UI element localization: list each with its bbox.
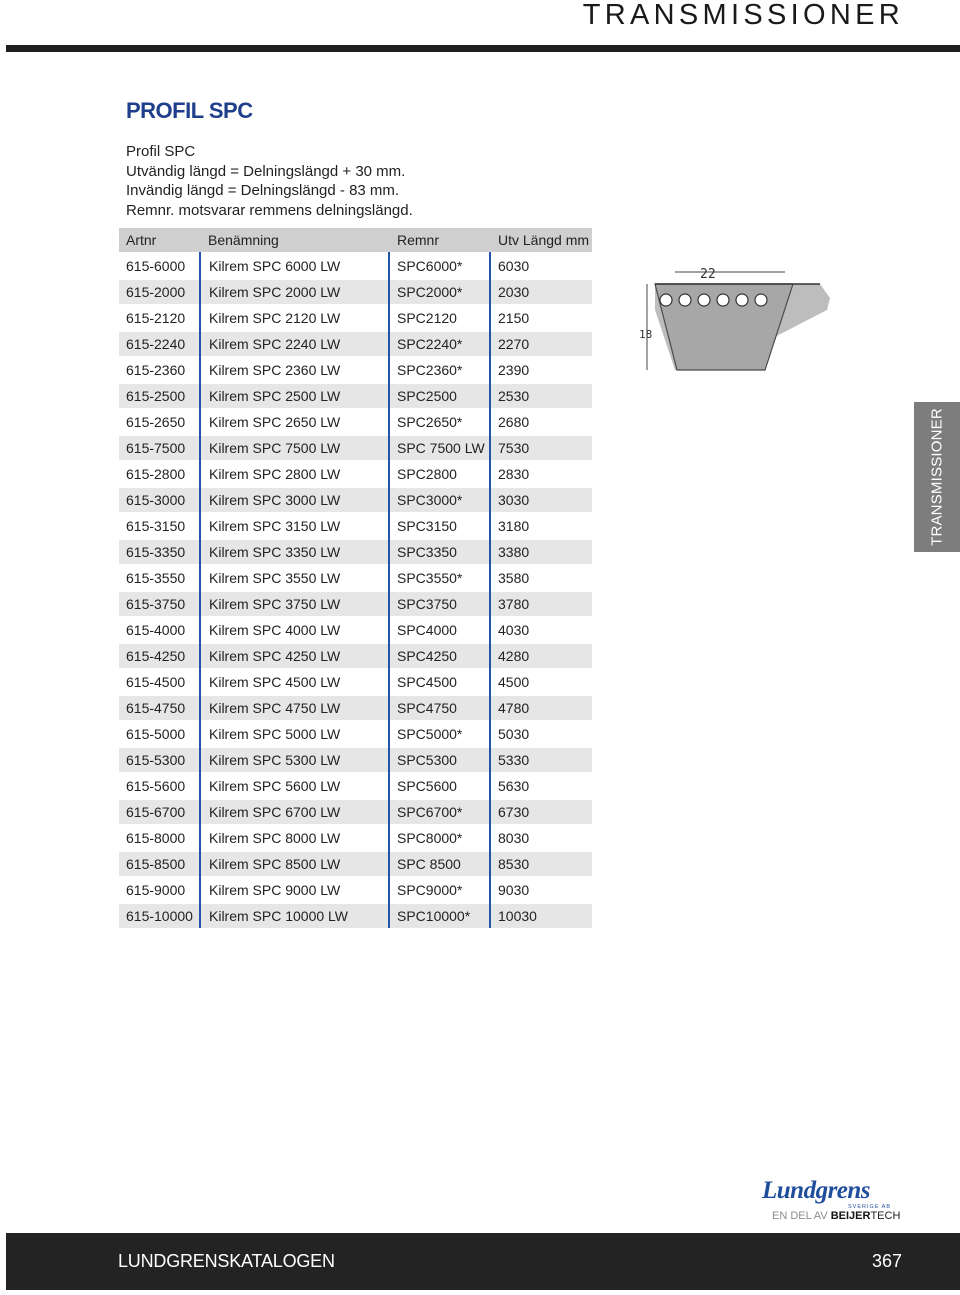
- cell-artnr: 615-4750: [119, 696, 201, 720]
- cell-benamning: Kilrem SPC 7500 LW: [201, 436, 390, 460]
- cell-remnr: SPC3750: [390, 592, 491, 616]
- cell-benamning: Kilrem SPC 2360 LW: [201, 358, 390, 382]
- cell-remnr: SPC9000*: [390, 878, 491, 902]
- cell-benamning: Kilrem SPC 4500 LW: [201, 670, 390, 694]
- cell-length: 3780: [498, 596, 530, 612]
- cell-artnr: 615-8500: [119, 852, 201, 876]
- table-row: [119, 722, 592, 746]
- cell-remnr: SPC4750: [390, 696, 491, 720]
- cell-remnr: SPC2000*: [390, 280, 491, 304]
- logo-tagline: [772, 1210, 900, 1222]
- cell-benamning: Kilrem SPC 4250 LW: [201, 644, 390, 668]
- cell-length: 8530: [498, 856, 530, 872]
- cell-length: 2680: [498, 414, 530, 430]
- table-row: [119, 488, 592, 512]
- table-row: [119, 774, 592, 798]
- intro-line: Invändig längd = Delningslängd - 83 mm.: [126, 182, 400, 199]
- table-row: [119, 826, 592, 850]
- cell-length: 10030: [498, 908, 537, 924]
- cell-artnr: 615-8000: [119, 826, 201, 850]
- cell-remnr: SPC8000*: [390, 826, 491, 850]
- table-row: [119, 592, 592, 616]
- table-row: [119, 748, 592, 772]
- cell-remnr: SPC 8500: [390, 852, 491, 876]
- column-header-remnr: Remnr: [397, 232, 440, 248]
- logo-tag-brand-a: BEIJER: [830, 1210, 871, 1222]
- table-header-row: [119, 228, 592, 252]
- cell-artnr: 615-3750: [119, 592, 201, 616]
- cell-remnr: SPC3550*: [390, 566, 491, 590]
- column-header-length: Utv Längd mm: [498, 232, 590, 248]
- section-title: PROFIL SPC: [126, 98, 253, 123]
- spec-table: [119, 228, 592, 928]
- cell-remnr: SPC 7500 LW: [390, 436, 491, 460]
- cell-benamning: Kilrem SPC 10000 LW: [201, 904, 390, 928]
- logo-tag-prefix: EN DEL AV: [772, 1210, 828, 1222]
- table-row: [119, 540, 592, 564]
- cell-artnr: 615-2000: [119, 280, 201, 304]
- belt-profile-drawing: [625, 250, 839, 380]
- cell-artnr: 615-7500: [119, 436, 201, 460]
- cell-artnr: 615-2240: [119, 332, 201, 356]
- column-header-benamning: Benämning: [208, 232, 279, 248]
- page-footer: [6, 1233, 960, 1290]
- cell-benamning: Kilrem SPC 3000 LW: [201, 488, 390, 512]
- table-body: [119, 254, 592, 928]
- cell-remnr: SPC5000*: [390, 722, 491, 746]
- column-header-artnr: Artnr: [126, 232, 157, 248]
- cell-length: 4280: [498, 648, 530, 664]
- cell-artnr: 615-6700: [119, 800, 201, 824]
- cell-benamning: Kilrem SPC 4000 LW: [201, 618, 390, 642]
- cell-remnr: SPC2800: [390, 462, 491, 486]
- cell-length: 5030: [498, 726, 530, 742]
- cell-length: 6030: [498, 258, 530, 274]
- cell-remnr: SPC2650*: [390, 410, 491, 434]
- cell-artnr: 615-5600: [119, 774, 201, 798]
- cell-artnr: 615-3550: [119, 566, 201, 590]
- cell-length: 2150: [498, 310, 530, 326]
- cell-benamning: Kilrem SPC 3150 LW: [201, 514, 390, 538]
- cell-benamning: Kilrem SPC 3750 LW: [201, 592, 390, 616]
- cell-length: 2270: [498, 336, 530, 352]
- cell-artnr: 615-2360: [119, 358, 201, 382]
- cell-length: 2530: [498, 388, 530, 404]
- cell-benamning: Kilrem SPC 2650 LW: [201, 410, 390, 434]
- cell-artnr: 615-2800: [119, 462, 201, 486]
- table-row: [119, 644, 592, 668]
- table-row: [119, 306, 592, 330]
- cell-artnr: 615-9000: [119, 878, 201, 902]
- cell-artnr: 615-4250: [119, 644, 201, 668]
- logo-subtitle: SVERIGE AB: [848, 1204, 892, 1210]
- cell-artnr: 615-6000: [119, 254, 201, 278]
- table-row: [119, 566, 592, 590]
- table-row: [119, 384, 592, 408]
- cell-benamning: Kilrem SPC 2000 LW: [201, 280, 390, 304]
- cell-benamning: Kilrem SPC 3550 LW: [201, 566, 390, 590]
- cell-remnr: SPC3000*: [390, 488, 491, 512]
- cell-artnr: 615-3150: [119, 514, 201, 538]
- table-row: [119, 852, 592, 876]
- cell-length: 7530: [498, 440, 530, 456]
- cell-length: 2030: [498, 284, 530, 300]
- table-row: [119, 670, 592, 694]
- cell-length: 2830: [498, 466, 530, 482]
- intro-line: Remnr. motsvarar remmens delningslängd.: [126, 201, 413, 219]
- catalog-name: LUNDGRENSKATALOGEN: [118, 1251, 335, 1271]
- table-row: [119, 904, 592, 928]
- height-dimension-label: 18: [639, 328, 653, 341]
- cell-remnr: SPC3150: [390, 514, 491, 538]
- cell-length: 4780: [498, 700, 530, 716]
- cell-length: 3380: [498, 544, 530, 560]
- width-dimension-label: 22: [700, 267, 716, 282]
- cell-artnr: 615-2500: [119, 384, 201, 408]
- cell-length: 3580: [498, 570, 530, 586]
- cell-remnr: SPC2120: [390, 306, 491, 330]
- page-header: [0, 0, 960, 52]
- side-section-tab[interactable]: [914, 402, 960, 552]
- table-row: [119, 410, 592, 434]
- cell-length: 4500: [498, 674, 530, 690]
- cell-remnr: SPC4250: [390, 644, 491, 668]
- table-row: [119, 436, 592, 460]
- page-number: 367: [871, 1251, 902, 1271]
- cell-length: 8030: [498, 830, 530, 846]
- cell-remnr: SPC10000*: [390, 904, 491, 928]
- cell-remnr: SPC2500: [390, 384, 491, 408]
- cell-benamning: Kilrem SPC 8000 LW: [201, 826, 390, 850]
- table-row: [119, 280, 592, 304]
- table-row: [119, 514, 592, 538]
- cell-artnr: 615-4000: [119, 618, 201, 642]
- cell-artnr: 615-4500: [119, 670, 201, 694]
- cell-artnr: 615-10000: [119, 904, 201, 928]
- intro-line: Utvändig längd = Delningslängd + 30 mm.: [126, 162, 406, 180]
- intro-text: [126, 142, 413, 220]
- cell-remnr: SPC4000: [390, 618, 491, 642]
- cell-artnr: 615-3350: [119, 540, 201, 564]
- intro-line: Profil SPC: [126, 143, 196, 160]
- cell-length: 6730: [498, 804, 530, 820]
- cell-remnr: SPC6000*: [390, 254, 491, 278]
- company-logo: [760, 1177, 905, 1225]
- header-rule: [6, 45, 960, 52]
- logo-tag-brand-b: TECH: [870, 1210, 901, 1222]
- table-row: [119, 878, 592, 902]
- cell-benamning: Kilrem SPC 5600 LW: [201, 774, 390, 798]
- cell-artnr: 615-3000: [119, 488, 201, 512]
- cell-length: 9030: [498, 882, 530, 898]
- cell-remnr: SPC2360*: [390, 358, 491, 382]
- side-tab-label: TRANSMISSIONER: [928, 408, 946, 546]
- cell-length: 5330: [498, 752, 530, 768]
- cell-length: 3180: [498, 518, 530, 534]
- cell-length: 3030: [498, 492, 530, 508]
- cell-benamning: Kilrem SPC 2120 LW: [201, 306, 390, 330]
- cell-remnr: SPC4500: [390, 670, 491, 694]
- table-row: [119, 462, 592, 486]
- cell-remnr: SPC3350: [390, 540, 491, 564]
- table-row: [119, 358, 592, 382]
- table-row: [119, 696, 592, 720]
- cell-remnr: SPC5600: [390, 774, 491, 798]
- cell-benamning: Kilrem SPC 5000 LW: [201, 722, 390, 746]
- cell-artnr: 615-2120: [119, 306, 201, 330]
- cell-artnr: 615-5300: [119, 748, 201, 772]
- header-title: TRANSMISSIONER: [582, 0, 904, 31]
- cell-length: 2390: [498, 362, 530, 378]
- cell-benamning: Kilrem SPC 5300 LW: [201, 748, 390, 772]
- cell-benamning: Kilrem SPC 6700 LW: [201, 800, 390, 824]
- cell-benamning: Kilrem SPC 2240 LW: [201, 332, 390, 356]
- cell-benamning: Kilrem SPC 3350 LW: [201, 540, 390, 564]
- cell-benamning: Kilrem SPC 4750 LW: [201, 696, 390, 720]
- table-row: [119, 800, 592, 824]
- table-row: [119, 618, 592, 642]
- cell-remnr: SPC6700*: [390, 800, 491, 824]
- cell-benamning: Kilrem SPC 8500 LW: [201, 852, 390, 876]
- table-row: [119, 254, 592, 278]
- cell-benamning: Kilrem SPC 6000 LW: [201, 254, 390, 278]
- cell-artnr: 615-2650: [119, 410, 201, 434]
- cell-benamning: Kilrem SPC 2500 LW: [201, 384, 390, 408]
- cell-artnr: 615-5000: [119, 722, 201, 746]
- table-row: [119, 332, 592, 356]
- cell-remnr: SPC5300: [390, 748, 491, 772]
- cell-benamning: Kilrem SPC 2800 LW: [201, 462, 390, 486]
- cell-benamning: Kilrem SPC 9000 LW: [201, 878, 390, 902]
- cell-remnr: SPC2240*: [390, 332, 491, 356]
- cell-length: 4030: [498, 622, 530, 638]
- cell-length: 5630: [498, 778, 530, 794]
- logo-wordmark: Lundgrens: [762, 1177, 871, 1204]
